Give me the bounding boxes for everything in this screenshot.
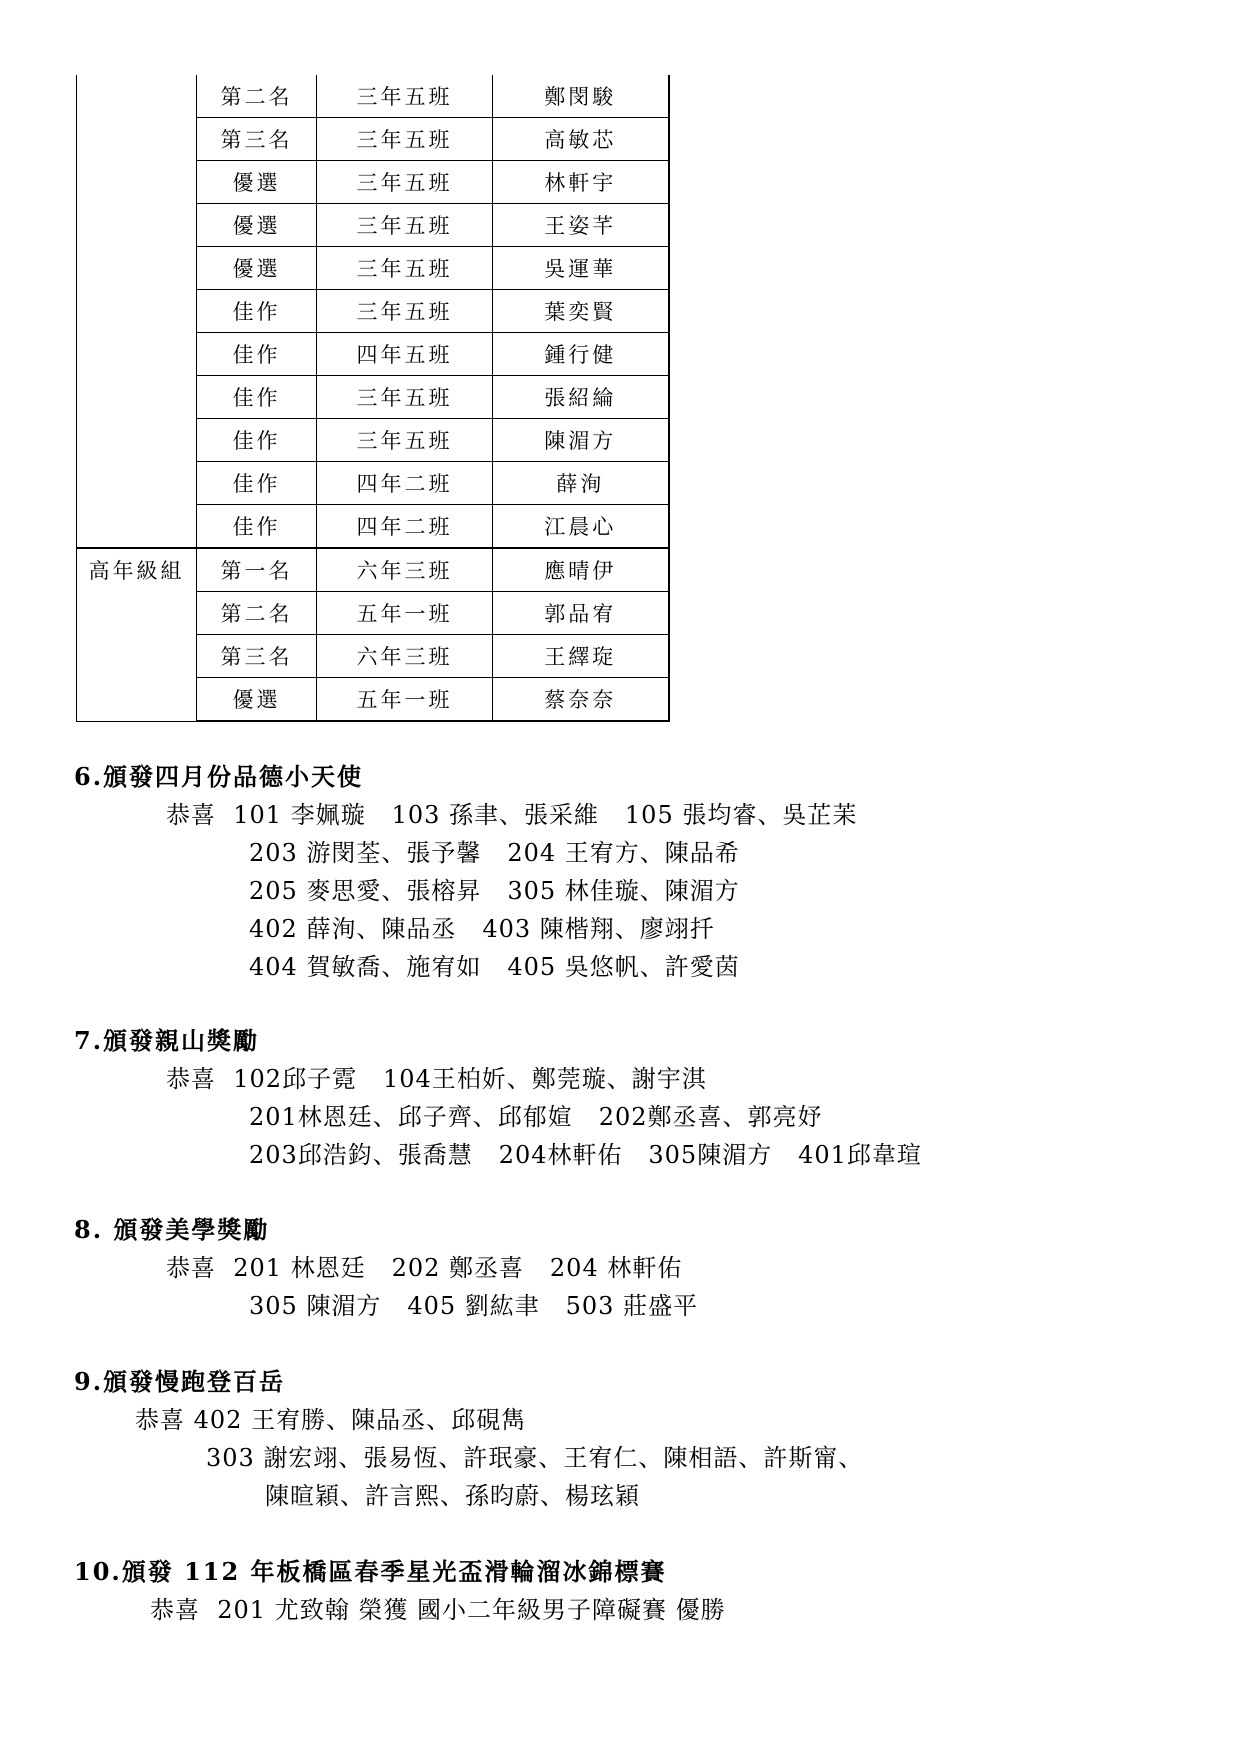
class-cell: 三年五班 bbox=[317, 161, 493, 204]
congrats-label: 恭喜 bbox=[166, 801, 216, 829]
group-cell: 高年級組 bbox=[77, 548, 197, 721]
student-name-cell: 陳湄方 bbox=[493, 419, 669, 462]
congrats-label: 恭喜 bbox=[135, 1406, 185, 1434]
section-line: 203邱浩鈞、張喬慧 204林軒佑 305陳湄方 401邱韋瑄 bbox=[249, 1141, 922, 1169]
award-table bbox=[76, 75, 670, 722]
section-line: 305 陳湄方 405 劉紘聿 503 莊盛平 bbox=[249, 1292, 699, 1320]
student-name-cell: 張紹綸 bbox=[493, 376, 669, 419]
section-line: 205 麥思愛、張榕昇 305 林佳璇、陳湄方 bbox=[249, 877, 740, 905]
rank-cell: 優選 bbox=[197, 247, 317, 290]
class-cell: 三年五班 bbox=[317, 118, 493, 161]
rank-cell: 佳作 bbox=[197, 376, 317, 419]
section-title: 10.頒發 112 年板橋區春季星光盃滑輪溜冰錦標賽 bbox=[74, 1557, 667, 1586]
section-line bbox=[74, 1249, 1194, 1287]
student-name-cell: 高敏芯 bbox=[493, 118, 669, 161]
rank-cell: 佳作 bbox=[197, 462, 317, 505]
entry-text: 201 林恩廷 202 鄭丞喜 204 林軒佑 bbox=[233, 1254, 683, 1282]
section-line bbox=[74, 1060, 1194, 1098]
congrats-label: 恭喜 bbox=[166, 1254, 216, 1282]
class-cell: 三年五班 bbox=[317, 376, 493, 419]
class-cell: 三年五班 bbox=[317, 204, 493, 247]
award-table-body bbox=[77, 75, 669, 721]
class-cell: 六年三班 bbox=[317, 548, 493, 592]
class-cell: 四年五班 bbox=[317, 333, 493, 376]
class-cell: 五年一班 bbox=[317, 592, 493, 635]
class-cell: 五年一班 bbox=[317, 678, 493, 722]
rank-cell: 第二名 bbox=[197, 592, 317, 635]
section-line: 404 賀敏喬、施宥如 405 吳悠帆、許愛茵 bbox=[249, 953, 740, 981]
student-name-cell: 王姿芊 bbox=[493, 204, 669, 247]
student-name-cell: 吳運華 bbox=[493, 247, 669, 290]
section-line: 陳暄穎、許言熙、孫昀蔚、楊玹穎 bbox=[265, 1482, 640, 1510]
class-cell: 三年五班 bbox=[317, 75, 493, 118]
table-row bbox=[77, 548, 669, 592]
entry-text: 201 尤致翰 榮獲 國小二年級男子障礙賽 優勝 bbox=[217, 1596, 726, 1624]
student-name-cell: 林軒宇 bbox=[493, 161, 669, 204]
rank-cell: 佳作 bbox=[197, 419, 317, 462]
class-cell: 四年二班 bbox=[317, 505, 493, 549]
section-aesthetics-award bbox=[74, 1211, 1194, 1325]
rank-cell: 第三名 bbox=[197, 635, 317, 678]
student-name-cell: 蔡奈奈 bbox=[493, 678, 669, 722]
rank-cell: 第一名 bbox=[197, 548, 317, 592]
student-name-cell: 鄭閔駿 bbox=[493, 75, 669, 118]
class-cell: 三年五班 bbox=[317, 419, 493, 462]
student-name-cell: 鍾行健 bbox=[493, 333, 669, 376]
congrats-label: 恭喜 bbox=[166, 1065, 216, 1093]
section-roller-skating bbox=[74, 1553, 1194, 1629]
class-cell: 三年五班 bbox=[317, 247, 493, 290]
group-cell bbox=[77, 75, 197, 548]
class-cell: 四年二班 bbox=[317, 462, 493, 505]
entry-text: 101 李姵璇 103 孫聿、張采維 105 張均睿、吳芷苿 bbox=[233, 801, 858, 829]
student-name-cell: 江晨心 bbox=[493, 505, 669, 549]
rank-cell: 佳作 bbox=[197, 290, 317, 333]
rank-cell: 佳作 bbox=[197, 333, 317, 376]
section-line: 201林恩廷、邱子齊、邱郁媗 202鄭丞喜、郭亮妤 bbox=[249, 1103, 823, 1131]
section-line: 303 謝宏翊、張易恆、許珉豪、王宥仁、陳相語、許斯甯、 bbox=[206, 1444, 864, 1472]
student-name-cell: 應晴伊 bbox=[493, 548, 669, 592]
student-name-cell: 郭品宥 bbox=[493, 592, 669, 635]
rank-cell: 優選 bbox=[197, 678, 317, 722]
section-title: 7.頒發親山獎勵 bbox=[74, 1026, 260, 1055]
table-row bbox=[77, 75, 669, 118]
section-line: 402 薛洵、陳品丞 403 陳楷翔、廖翊扦 bbox=[249, 915, 715, 943]
rank-cell: 佳作 bbox=[197, 505, 317, 549]
section-line bbox=[74, 796, 1194, 834]
section-title: 8. 頒發美學獎勵 bbox=[74, 1215, 270, 1244]
entry-text: 402 王宥勝、陳品丞、邱硯雋 bbox=[193, 1406, 527, 1434]
class-cell: 六年三班 bbox=[317, 635, 493, 678]
section-line bbox=[74, 1591, 1194, 1629]
section-jogging-mountains bbox=[74, 1363, 1194, 1515]
student-name-cell: 薛洵 bbox=[493, 462, 669, 505]
section-title: 9.頒發慢跑登百岳 bbox=[74, 1367, 286, 1396]
rank-cell: 優選 bbox=[197, 204, 317, 247]
entry-text: 102邱子霓 104王柏妡、鄭莞璇、謝宇淇 bbox=[233, 1065, 707, 1093]
rank-cell: 第二名 bbox=[197, 75, 317, 118]
section-hiking-award bbox=[74, 1022, 1194, 1174]
section-monthly-character-angels bbox=[74, 758, 1194, 986]
section-line bbox=[74, 1401, 1194, 1439]
student-name-cell: 葉奕賢 bbox=[493, 290, 669, 333]
section-line: 203 游閔荃、張予馨 204 王宥方、陳品希 bbox=[249, 839, 740, 867]
section-title: 6.頒發四月份品德小天使 bbox=[74, 762, 364, 791]
student-name-cell: 王繹琁 bbox=[493, 635, 669, 678]
congrats-label: 恭喜 bbox=[150, 1596, 200, 1624]
rank-cell: 第三名 bbox=[197, 118, 317, 161]
class-cell: 三年五班 bbox=[317, 290, 493, 333]
rank-cell: 優選 bbox=[197, 161, 317, 204]
